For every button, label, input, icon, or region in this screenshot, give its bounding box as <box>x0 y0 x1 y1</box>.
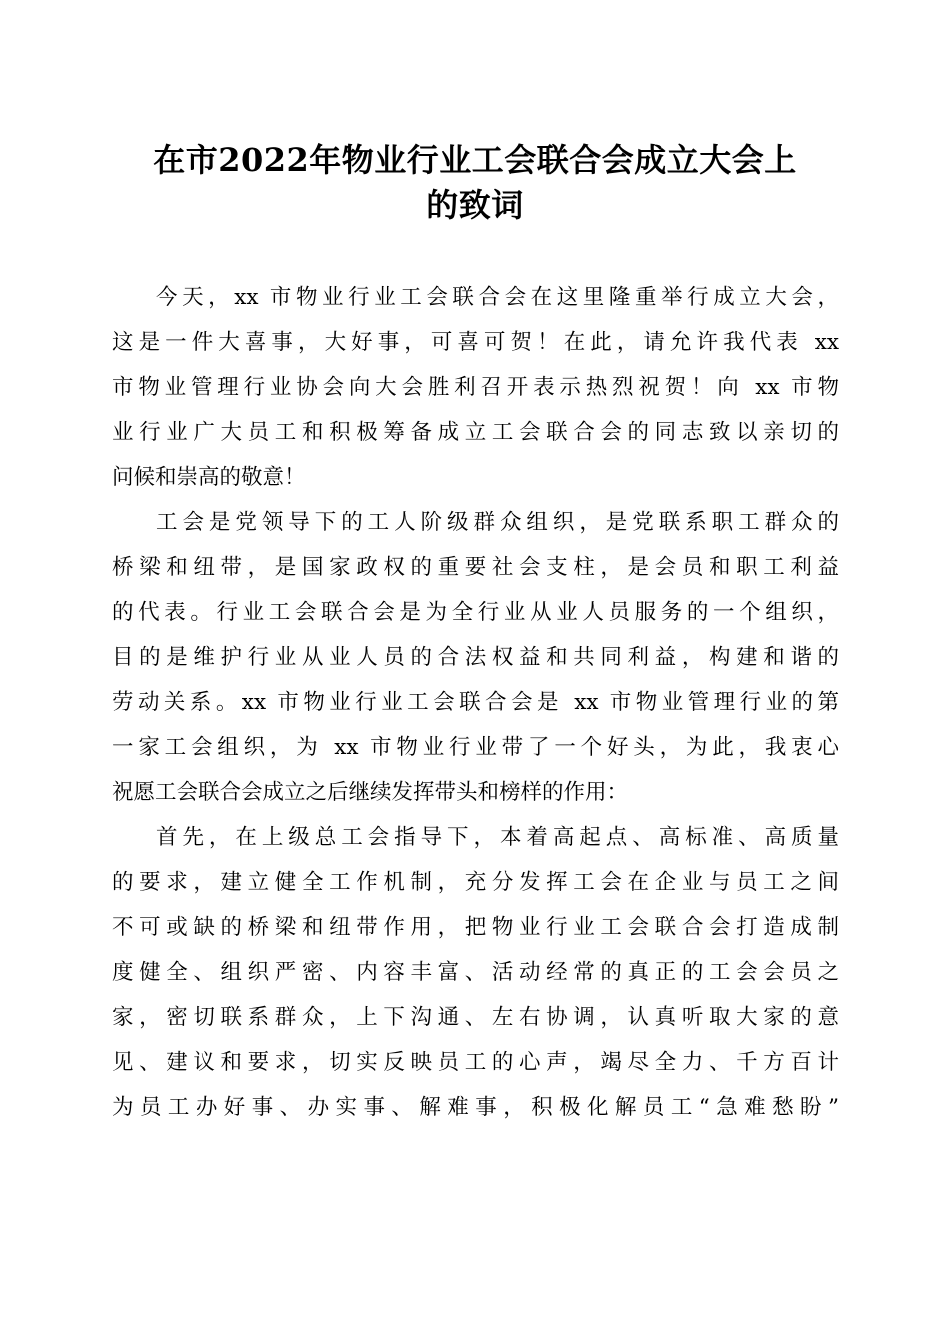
text-line: 劳动关系。xx 市物业行业工会联合会是 xx 市物业管理行业的第 <box>112 690 839 715</box>
text-line: 度健全、组织严密、内容丰富、活动经常的真正的工会会员之 <box>112 960 839 985</box>
text-line: 这是一件大喜事，大好事，可喜可贺！在此，请允许我代表 xx <box>112 330 839 355</box>
document-title-line-2: 的致词 <box>426 186 524 224</box>
text-line: 首先，在上级总工会指导下，本着高起点、高标准、高质量 <box>156 825 839 850</box>
text-line: 祝愿工会联合会成立之后继续发挥带头和榜样的作用： <box>112 780 629 805</box>
text-line: 不可或缺的桥梁和纽带作用，把物业行业工会联合会打造成制 <box>112 915 839 940</box>
text-line: 家，密切联系群众，上下沟通、左右协调，认真听取大家的意 <box>112 1005 839 1030</box>
text-line: 今天，xx 市物业行业工会联合会在这里隆重举行成立大会， <box>156 285 839 310</box>
text-line: 问候和崇高的敬意！ <box>112 465 306 490</box>
text-line: 为员工办好事、办实事、解难事，积极化解员工“急难愁盼” <box>112 1095 839 1120</box>
text-line: 一家工会组织，为 xx 市物业行业带了一个好头，为此，我衷心 <box>112 735 839 760</box>
paragraph-union-role <box>112 500 839 815</box>
document-body <box>112 275 839 1130</box>
paragraph-first-point <box>112 815 839 1130</box>
paragraph-greeting <box>112 275 839 500</box>
document-title-line-1: 在市2022年物业行业工会联合会成立大会上 <box>153 141 797 179</box>
text-line: 工会是党领导下的工人阶级群众组织，是党联系职工群众的 <box>156 510 839 535</box>
text-line: 见、建议和要求，切实反映员工的心声，竭尽全力、千方百计 <box>112 1050 839 1075</box>
text-line: 的要求，建立健全工作机制，充分发挥工会在企业与员工之间 <box>112 870 839 895</box>
text-line: 目的是维护行业从业人员的合法权益和共同利益，构建和谐的 <box>112 645 839 670</box>
text-line: 桥梁和纽带，是国家政权的重要社会支柱，是会员和职工利益 <box>112 555 839 580</box>
text-line: 市物业管理行业协会向大会胜利召开表示热烈祝贺！向 xx 市物 <box>112 375 839 400</box>
text-line: 的代表。行业工会联合会是为全行业从业人员服务的一个组织， <box>112 600 839 625</box>
text-line: 业行业广大员工和积极筹备成立工会联合会的同志致以亲切的 <box>112 420 839 445</box>
